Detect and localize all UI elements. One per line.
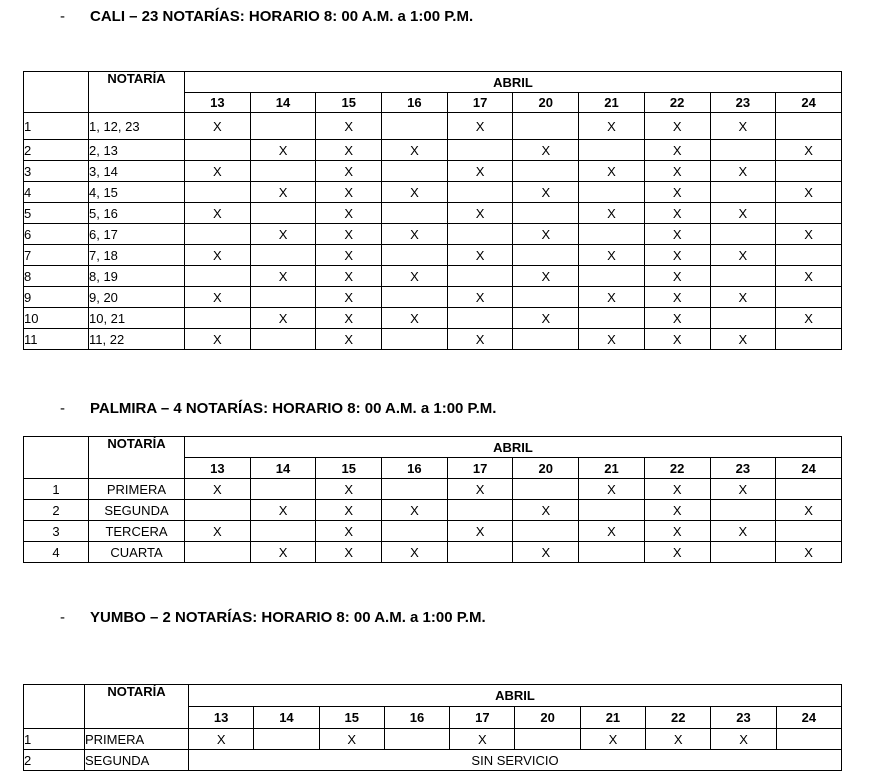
schedule-empty [382,161,448,182]
table-row [24,224,842,245]
cali-heading-text: CALI – 23 NOTARÍAS: HORARIO 8: 00 A.M. a 1:00 P.M. [90,8,474,25]
month-header: ABRIL [189,685,842,707]
day-header: 20 [513,458,579,479]
schedule-mark: X [447,479,513,500]
header-row [24,685,842,707]
schedule-empty [579,182,645,203]
schedule-mark: X [382,500,448,521]
schedule-mark: X [185,329,251,350]
schedule-empty [447,500,513,521]
schedule-mark: X [316,161,382,182]
schedule-mark: X [382,308,448,329]
schedule-mark: X [644,542,710,563]
table-row [24,521,842,542]
schedule-mark: X [316,140,382,161]
schedule-mark: X [382,266,448,287]
table-row [24,729,842,750]
schedule-mark: X [644,182,710,203]
schedule-empty [447,224,513,245]
schedule-empty [447,266,513,287]
schedule-mark: X [316,308,382,329]
schedule-empty [579,542,645,563]
schedule-empty [185,224,251,245]
day-header: 20 [513,93,579,113]
notaria-name: PRIMERA [85,729,189,750]
notaria-name: SEGUNDA [89,500,185,521]
schedule-mark: X [579,113,645,140]
notaria-name: 1, 12, 23 [89,113,185,140]
schedule-mark: X [316,245,382,266]
schedule-mark: X [513,140,579,161]
row-number: 3 [24,161,89,182]
schedule-mark: X [776,140,842,161]
schedule-mark: X [776,182,842,203]
schedule-mark: X [644,266,710,287]
table-row [24,113,842,140]
schedule-empty [382,113,448,140]
blank-header-cell [24,437,89,479]
schedule-mark: X [250,182,316,203]
day-header: 21 [580,707,645,729]
schedule-mark: X [447,329,513,350]
schedule-mark: X [447,161,513,182]
blank-header-cell [24,685,85,729]
schedule-mark: X [250,140,316,161]
table-row [24,182,842,203]
notaria-name: 3, 14 [89,161,185,182]
day-header: 21 [579,93,645,113]
schedule-empty [513,287,579,308]
schedule-mark: X [316,542,382,563]
schedule-empty [382,287,448,308]
schedule-mark: X [644,161,710,182]
schedule-mark: X [644,203,710,224]
schedule-mark: X [580,729,645,750]
schedule-mark: X [316,182,382,203]
month-header: ABRIL [185,72,842,93]
schedule-mark: X [447,203,513,224]
row-number: 1 [24,113,89,140]
schedule-mark: X [447,245,513,266]
schedule-mark: X [319,729,384,750]
table-row [24,161,842,182]
schedule-empty [710,542,776,563]
row-number: 4 [24,182,89,203]
schedule-empty [579,500,645,521]
row-number: 7 [24,245,89,266]
schedule-mark: X [447,287,513,308]
day-header: 16 [384,707,449,729]
cali-heading [60,8,473,25]
schedule-empty [254,729,319,750]
schedule-empty [384,729,449,750]
day-header: 17 [447,458,513,479]
schedule-mark: X [185,479,251,500]
schedule-mark: X [513,266,579,287]
schedule-empty [382,203,448,224]
palmira-heading [60,400,496,417]
palmira-heading-text: PALMIRA – 4 NOTARÍAS: HORARIO 8: 00 A.M. a 1:00 P.M. [90,400,497,417]
row-number: 9 [24,287,89,308]
day-header: 17 [447,93,513,113]
schedule-mark: X [316,287,382,308]
schedule-mark: X [579,245,645,266]
schedule-mark: X [579,479,645,500]
schedule-mark: X [710,521,776,542]
day-header: 14 [250,93,316,113]
row-number: 6 [24,224,89,245]
schedule-mark: X [447,521,513,542]
table-row [24,140,842,161]
day-header: 24 [776,458,842,479]
schedule-mark: X [316,113,382,140]
schedule-empty [250,329,316,350]
schedule-mark: X [513,308,579,329]
table-row [24,542,842,563]
schedule-mark: X [250,500,316,521]
schedule-empty [447,182,513,203]
schedule-empty [250,161,316,182]
schedule-empty [579,266,645,287]
schedule-empty [776,329,842,350]
schedule-mark: X [776,224,842,245]
schedule-empty [250,479,316,500]
schedule-empty [382,521,448,542]
notaria-name: TERCERA [89,521,185,542]
schedule-empty [513,329,579,350]
schedule-mark: X [579,203,645,224]
day-header: 16 [382,458,448,479]
notaria-name: SEGUNDA [85,750,189,771]
notaria-header: NOTARÍA [85,685,189,729]
schedule-empty [776,161,842,182]
day-header: 14 [250,458,316,479]
schedule-mark: X [579,161,645,182]
bullet-dash: - [60,8,65,25]
notaria-name: 9, 20 [89,287,185,308]
schedule-mark: X [316,224,382,245]
schedule-mark: X [316,203,382,224]
schedule-mark: X [513,182,579,203]
notaria-name: 11, 22 [89,329,185,350]
day-header: 22 [644,93,710,113]
row-number: 8 [24,266,89,287]
month-header: ABRIL [185,437,842,458]
schedule-empty [776,729,841,750]
schedule-mark: X [644,329,710,350]
schedule-mark: X [579,329,645,350]
schedule-empty [710,182,776,203]
row-number: 4 [24,542,89,563]
bullet-dash: - [60,400,65,417]
schedule-empty [776,287,842,308]
schedule-empty [579,308,645,329]
schedule-empty [382,245,448,266]
schedule-mark: X [710,479,776,500]
schedule-empty [185,140,251,161]
schedule-mark: X [776,542,842,563]
schedule-empty [710,140,776,161]
notaria-header: NOTARÍA [89,72,185,113]
notaria-name: PRIMERA [89,479,185,500]
schedule-empty [776,203,842,224]
schedule-mark: X [185,287,251,308]
schedule-mark: X [250,542,316,563]
schedule-mark: X [316,329,382,350]
schedule-mark: X [185,521,251,542]
schedule-mark: X [710,161,776,182]
table-row [24,329,842,350]
schedule-empty [250,521,316,542]
schedule-empty [515,729,580,750]
schedule-empty [447,140,513,161]
schedule-empty [776,479,842,500]
yumbo-heading-text: YUMBO – 2 NOTARÍAS: HORARIO 8: 00 A.M. a 1:00 P.M. [90,609,486,626]
row-number: 2 [24,750,85,771]
schedule-empty [513,245,579,266]
day-header: 16 [382,93,448,113]
schedule-empty [710,266,776,287]
notaria-name: 10, 21 [89,308,185,329]
schedule-mark: X [382,224,448,245]
schedule-empty [710,224,776,245]
row-number: 1 [24,479,89,500]
schedule-mark: X [579,521,645,542]
schedule-mark: X [513,542,579,563]
schedule-empty [185,542,251,563]
table-row [24,245,842,266]
schedule-mark: X [710,113,776,140]
schedule-mark: X [513,224,579,245]
schedule-mark: X [382,542,448,563]
schedule-mark: X [185,161,251,182]
schedule-mark: X [710,245,776,266]
schedule-mark: X [644,521,710,542]
schedule-mark: X [776,308,842,329]
row-number: 1 [24,729,85,750]
header-row [24,72,842,93]
schedule-mark: X [644,287,710,308]
day-header: 13 [189,707,254,729]
schedule-mark: X [382,182,448,203]
schedule-empty [710,308,776,329]
schedule-empty [250,203,316,224]
schedule-empty [513,203,579,224]
day-header: 23 [711,707,776,729]
table-row [24,203,842,224]
schedule-empty [447,542,513,563]
day-header: 15 [316,458,382,479]
schedule-mark: X [513,500,579,521]
schedule-mark: X [644,140,710,161]
table-row [24,479,842,500]
row-number: 5 [24,203,89,224]
schedule-empty [447,308,513,329]
row-number: 2 [24,140,89,161]
schedule-empty [382,329,448,350]
schedule-mark: X [250,266,316,287]
schedule-mark: X [644,245,710,266]
row-number: 10 [24,308,89,329]
day-header: 21 [579,458,645,479]
notaria-header: NOTARÍA [89,437,185,479]
row-number: 11 [24,329,89,350]
table-row [24,750,842,771]
schedule-mark: X [644,113,710,140]
schedule-mark: X [316,521,382,542]
schedule-mark: X [646,729,711,750]
schedule-empty [579,140,645,161]
blank-header-cell [24,72,89,113]
day-header: 24 [776,93,842,113]
schedule-mark: X [710,203,776,224]
cali-schedule-table [23,71,842,350]
schedule-empty [513,113,579,140]
schedule-mark: X [644,308,710,329]
schedule-mark: X [776,500,842,521]
schedule-empty [710,500,776,521]
day-header: 22 [646,707,711,729]
schedule-mark: X [450,729,515,750]
schedule-empty [513,521,579,542]
day-header: 15 [316,93,382,113]
notaria-name: 6, 17 [89,224,185,245]
schedule-mark: X [185,203,251,224]
day-header: 13 [185,93,251,113]
schedule-mark: X [316,500,382,521]
day-header: 14 [254,707,319,729]
schedule-empty [185,308,251,329]
schedule-empty [382,479,448,500]
schedule-mark: X [382,140,448,161]
schedule-empty [513,161,579,182]
palmira-schedule-table [23,436,842,563]
schedule-mark: X [710,329,776,350]
day-header: 22 [644,458,710,479]
day-header: 20 [515,707,580,729]
table-row [24,500,842,521]
header-row [24,437,842,458]
schedule-empty [250,287,316,308]
notaria-name: 2, 13 [89,140,185,161]
schedule-mark: X [189,729,254,750]
schedule-empty [776,113,842,140]
schedule-mark: X [316,266,382,287]
schedule-mark: X [447,113,513,140]
day-header: 15 [319,707,384,729]
table-row [24,308,842,329]
notaria-name: 5, 16 [89,203,185,224]
schedule-mark: X [776,266,842,287]
schedule-empty [185,266,251,287]
no-service-cell: SIN SERVICIO [189,750,842,771]
bullet-dash: - [60,609,65,626]
schedule-mark: X [710,287,776,308]
row-number: 3 [24,521,89,542]
day-header: 24 [776,707,841,729]
day-header: 13 [185,458,251,479]
yumbo-heading [60,609,486,626]
notaria-name: 8, 19 [89,266,185,287]
schedule-mark: X [644,224,710,245]
schedule-mark: X [185,245,251,266]
schedule-mark: X [250,224,316,245]
table-row [24,266,842,287]
schedule-empty [250,245,316,266]
schedule-mark: X [644,479,710,500]
yumbo-schedule-table [23,684,842,771]
notaria-name: CUARTA [89,542,185,563]
row-number: 2 [24,500,89,521]
day-header: 23 [710,93,776,113]
schedule-mark: X [644,500,710,521]
table-row [24,287,842,308]
notaria-name: 4, 15 [89,182,185,203]
schedule-empty [776,521,842,542]
schedule-empty [513,479,579,500]
schedule-empty [776,245,842,266]
notaria-name: 7, 18 [89,245,185,266]
schedule-mark: X [316,479,382,500]
schedule-empty [185,500,251,521]
day-header: 17 [450,707,515,729]
schedule-mark: X [185,113,251,140]
schedule-mark: X [579,287,645,308]
schedule-mark: X [711,729,776,750]
schedule-empty [579,224,645,245]
day-header: 23 [710,458,776,479]
schedule-empty [185,182,251,203]
schedule-mark: X [250,308,316,329]
schedule-empty [250,113,316,140]
